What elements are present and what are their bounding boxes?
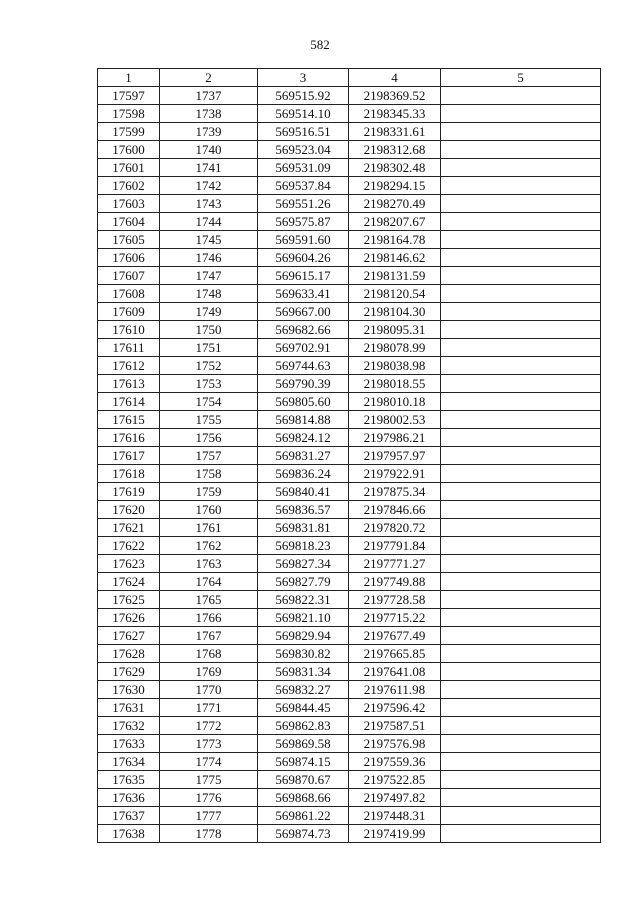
column-header: 3 bbox=[258, 69, 349, 87]
table-cell: 1767 bbox=[160, 627, 258, 645]
header-row bbox=[98, 69, 601, 87]
table-cell: 1772 bbox=[160, 717, 258, 735]
table-cell bbox=[441, 519, 601, 537]
table-cell bbox=[441, 267, 601, 285]
table-cell: 17606 bbox=[98, 249, 160, 267]
table-cell: 1746 bbox=[160, 249, 258, 267]
table-cell: 1773 bbox=[160, 735, 258, 753]
table-cell: 1748 bbox=[160, 285, 258, 303]
table-cell bbox=[441, 537, 601, 555]
table-cell: 2197419.99 bbox=[349, 825, 441, 843]
table-cell: 569836.24 bbox=[258, 465, 349, 483]
table-row bbox=[98, 537, 601, 555]
table-row bbox=[98, 213, 601, 231]
table-row bbox=[98, 771, 601, 789]
table-row bbox=[98, 249, 601, 267]
table-cell: 1743 bbox=[160, 195, 258, 213]
table-cell: 569830.82 bbox=[258, 645, 349, 663]
table-row bbox=[98, 285, 601, 303]
table-cell: 2198078.99 bbox=[349, 339, 441, 357]
table-cell: 569537.84 bbox=[258, 177, 349, 195]
table-cell: 17609 bbox=[98, 303, 160, 321]
table-row bbox=[98, 393, 601, 411]
table-row bbox=[98, 699, 601, 717]
table-cell: 569551.26 bbox=[258, 195, 349, 213]
table-cell: 17626 bbox=[98, 609, 160, 627]
table-cell: 1762 bbox=[160, 537, 258, 555]
table-row bbox=[98, 195, 601, 213]
table-cell: 569862.83 bbox=[258, 717, 349, 735]
table-row bbox=[98, 627, 601, 645]
table-cell: 17615 bbox=[98, 411, 160, 429]
table-cell: 2197641.08 bbox=[349, 663, 441, 681]
table-row bbox=[98, 735, 601, 753]
table-cell: 17634 bbox=[98, 753, 160, 771]
table-cell: 2197771.27 bbox=[349, 555, 441, 573]
table-cell: 569814.88 bbox=[258, 411, 349, 429]
table-cell: 1771 bbox=[160, 699, 258, 717]
table-cell: 2198369.52 bbox=[349, 87, 441, 105]
table-cell: 17612 bbox=[98, 357, 160, 375]
table-cell bbox=[441, 105, 601, 123]
table-cell bbox=[441, 483, 601, 501]
table-cell: 2197846.66 bbox=[349, 501, 441, 519]
table-cell: 2198331.61 bbox=[349, 123, 441, 141]
table-cell: 2197576.98 bbox=[349, 735, 441, 753]
table-cell bbox=[441, 789, 601, 807]
table-cell: 569805.60 bbox=[258, 393, 349, 411]
table-cell: 1755 bbox=[160, 411, 258, 429]
table-cell: 569667.00 bbox=[258, 303, 349, 321]
table-cell bbox=[441, 825, 601, 843]
table-row bbox=[98, 339, 601, 357]
table-cell: 1774 bbox=[160, 753, 258, 771]
table-cell: 2198270.49 bbox=[349, 195, 441, 213]
table-cell: 1764 bbox=[160, 573, 258, 591]
table-cell: 17610 bbox=[98, 321, 160, 339]
table-cell: 17624 bbox=[98, 573, 160, 591]
table-row bbox=[98, 429, 601, 447]
table-cell: 1739 bbox=[160, 123, 258, 141]
table-cell: 1765 bbox=[160, 591, 258, 609]
table-cell bbox=[441, 501, 601, 519]
table-row bbox=[98, 681, 601, 699]
table-cell: 569831.27 bbox=[258, 447, 349, 465]
table-cell: 2197611.98 bbox=[349, 681, 441, 699]
table-cell: 569829.94 bbox=[258, 627, 349, 645]
table-cell: 2197497.82 bbox=[349, 789, 441, 807]
table-cell: 569874.15 bbox=[258, 753, 349, 771]
table-cell: 1776 bbox=[160, 789, 258, 807]
table-cell: 17630 bbox=[98, 681, 160, 699]
table-cell: 2198002.53 bbox=[349, 411, 441, 429]
column-header: 2 bbox=[160, 69, 258, 87]
table-cell bbox=[441, 447, 601, 465]
table-cell: 569831.81 bbox=[258, 519, 349, 537]
table-row bbox=[98, 609, 601, 627]
table-row bbox=[98, 645, 601, 663]
table-cell: 1737 bbox=[160, 87, 258, 105]
table-cell: 569827.34 bbox=[258, 555, 349, 573]
table-cell: 2197957.97 bbox=[349, 447, 441, 465]
table-cell: 2197522.85 bbox=[349, 771, 441, 789]
table-cell: 17621 bbox=[98, 519, 160, 537]
table-cell bbox=[441, 375, 601, 393]
table-cell: 569633.41 bbox=[258, 285, 349, 303]
table-cell: 569868.66 bbox=[258, 789, 349, 807]
table-cell: 17611 bbox=[98, 339, 160, 357]
table-cell: 569790.39 bbox=[258, 375, 349, 393]
page-number: 582 bbox=[310, 37, 330, 52]
table-cell: 17600 bbox=[98, 141, 160, 159]
table-cell bbox=[441, 339, 601, 357]
table-row bbox=[98, 447, 601, 465]
table-cell bbox=[441, 699, 601, 717]
table-row bbox=[98, 825, 601, 843]
table-cell: 1758 bbox=[160, 465, 258, 483]
table-cell bbox=[441, 231, 601, 249]
table-cell: 1751 bbox=[160, 339, 258, 357]
table-cell: 17607 bbox=[98, 267, 160, 285]
table-cell bbox=[441, 753, 601, 771]
table-cell: 17633 bbox=[98, 735, 160, 753]
table-cell: 1766 bbox=[160, 609, 258, 627]
table-cell bbox=[441, 141, 601, 159]
table-row bbox=[98, 303, 601, 321]
table-cell: 2197665.85 bbox=[349, 645, 441, 663]
table-row bbox=[98, 105, 601, 123]
table-cell: 2197587.51 bbox=[349, 717, 441, 735]
table-cell: 1744 bbox=[160, 213, 258, 231]
table-cell: 2198104.30 bbox=[349, 303, 441, 321]
table-cell: 2198294.15 bbox=[349, 177, 441, 195]
table-cell: 569844.45 bbox=[258, 699, 349, 717]
table-cell: 17625 bbox=[98, 591, 160, 609]
table-cell: 2197596.42 bbox=[349, 699, 441, 717]
table-cell: 2197875.34 bbox=[349, 483, 441, 501]
table-cell: 569531.09 bbox=[258, 159, 349, 177]
table-cell: 17618 bbox=[98, 465, 160, 483]
table-cell: 2198018.55 bbox=[349, 375, 441, 393]
table-cell: 17638 bbox=[98, 825, 160, 843]
table-cell: 1768 bbox=[160, 645, 258, 663]
table-cell: 17631 bbox=[98, 699, 160, 717]
table-cell: 2198302.48 bbox=[349, 159, 441, 177]
table-cell: 569615.17 bbox=[258, 267, 349, 285]
table-cell: 2198010.18 bbox=[349, 393, 441, 411]
table-cell bbox=[441, 681, 601, 699]
table-row bbox=[98, 375, 601, 393]
table-cell: 17632 bbox=[98, 717, 160, 735]
table-row bbox=[98, 555, 601, 573]
table-cell: 569818.23 bbox=[258, 537, 349, 555]
table-row bbox=[98, 231, 601, 249]
table-cell: 2197820.72 bbox=[349, 519, 441, 537]
column-header: 5 bbox=[441, 69, 601, 87]
table-cell: 2197749.88 bbox=[349, 573, 441, 591]
table-cell: 1753 bbox=[160, 375, 258, 393]
table-cell: 2198131.59 bbox=[349, 267, 441, 285]
table-cell bbox=[441, 555, 601, 573]
table-cell: 1752 bbox=[160, 357, 258, 375]
table-cell bbox=[441, 177, 601, 195]
table-row bbox=[98, 807, 601, 825]
table-cell: 1757 bbox=[160, 447, 258, 465]
table-cell: 569870.67 bbox=[258, 771, 349, 789]
table-cell bbox=[441, 771, 601, 789]
table-cell bbox=[441, 465, 601, 483]
table-cell: 2198207.67 bbox=[349, 213, 441, 231]
table-cell: 2198164.78 bbox=[349, 231, 441, 249]
table-cell: 17637 bbox=[98, 807, 160, 825]
table-cell: 2198345.33 bbox=[349, 105, 441, 123]
table-cell: 569821.10 bbox=[258, 609, 349, 627]
table-cell: 2197677.49 bbox=[349, 627, 441, 645]
table-cell: 569827.79 bbox=[258, 573, 349, 591]
table-cell: 2197986.21 bbox=[349, 429, 441, 447]
table-cell: 2198146.62 bbox=[349, 249, 441, 267]
table-cell: 2198038.98 bbox=[349, 357, 441, 375]
table-cell: 2197922.91 bbox=[349, 465, 441, 483]
table-cell: 17616 bbox=[98, 429, 160, 447]
table-cell: 17599 bbox=[98, 123, 160, 141]
table-row bbox=[98, 573, 601, 591]
table-cell: 17602 bbox=[98, 177, 160, 195]
table-cell: 17636 bbox=[98, 789, 160, 807]
table-row bbox=[98, 465, 601, 483]
table-cell: 1750 bbox=[160, 321, 258, 339]
table-cell: 569869.58 bbox=[258, 735, 349, 753]
table-cell: 1756 bbox=[160, 429, 258, 447]
table-cell: 17623 bbox=[98, 555, 160, 573]
table-cell bbox=[441, 357, 601, 375]
table-cell bbox=[441, 807, 601, 825]
table-cell: 569515.92 bbox=[258, 87, 349, 105]
table-cell: 1770 bbox=[160, 681, 258, 699]
table-cell: 17617 bbox=[98, 447, 160, 465]
table-row bbox=[98, 663, 601, 681]
table-cell bbox=[441, 411, 601, 429]
table-cell: 2198312.68 bbox=[349, 141, 441, 159]
table-cell: 1775 bbox=[160, 771, 258, 789]
table-cell bbox=[441, 717, 601, 735]
table-cell: 569861.22 bbox=[258, 807, 349, 825]
table-cell: 17608 bbox=[98, 285, 160, 303]
table-cell bbox=[441, 321, 601, 339]
table-body bbox=[98, 87, 601, 843]
table-cell: 17629 bbox=[98, 663, 160, 681]
table-cell: 17613 bbox=[98, 375, 160, 393]
table-row bbox=[98, 177, 601, 195]
table-cell: 569702.91 bbox=[258, 339, 349, 357]
table-cell: 17605 bbox=[98, 231, 160, 249]
table-cell: 1769 bbox=[160, 663, 258, 681]
table-cell bbox=[441, 285, 601, 303]
table-cell: 2197715.22 bbox=[349, 609, 441, 627]
table-cell: 17597 bbox=[98, 87, 160, 105]
table-cell: 569514.10 bbox=[258, 105, 349, 123]
table-cell bbox=[441, 591, 601, 609]
table-cell: 17627 bbox=[98, 627, 160, 645]
table-cell bbox=[441, 393, 601, 411]
table-cell: 17620 bbox=[98, 501, 160, 519]
table-cell: 569840.41 bbox=[258, 483, 349, 501]
column-header: 4 bbox=[349, 69, 441, 87]
table-cell: 17604 bbox=[98, 213, 160, 231]
table-cell: 2197791.84 bbox=[349, 537, 441, 555]
table-cell: 1747 bbox=[160, 267, 258, 285]
table-cell: 569831.34 bbox=[258, 663, 349, 681]
table-cell: 1763 bbox=[160, 555, 258, 573]
table-cell: 1741 bbox=[160, 159, 258, 177]
table-cell: 17601 bbox=[98, 159, 160, 177]
table-row bbox=[98, 717, 601, 735]
table-cell: 1738 bbox=[160, 105, 258, 123]
table-cell: 1759 bbox=[160, 483, 258, 501]
table-cell: 1742 bbox=[160, 177, 258, 195]
table-row bbox=[98, 753, 601, 771]
table-cell bbox=[441, 645, 601, 663]
table-cell: 2197448.31 bbox=[349, 807, 441, 825]
table-cell: 569523.04 bbox=[258, 141, 349, 159]
table-cell: 17598 bbox=[98, 105, 160, 123]
table-cell bbox=[441, 195, 601, 213]
table-row bbox=[98, 267, 601, 285]
table-cell: 1749 bbox=[160, 303, 258, 321]
table-cell bbox=[441, 87, 601, 105]
table-cell bbox=[441, 573, 601, 591]
table-cell: 569824.12 bbox=[258, 429, 349, 447]
table-cell: 17614 bbox=[98, 393, 160, 411]
table-row bbox=[98, 123, 601, 141]
table-cell: 1754 bbox=[160, 393, 258, 411]
table-cell bbox=[441, 627, 601, 645]
table-cell: 569744.63 bbox=[258, 357, 349, 375]
table-row bbox=[98, 411, 601, 429]
table-row bbox=[98, 501, 601, 519]
table-cell bbox=[441, 303, 601, 321]
table-cell: 1740 bbox=[160, 141, 258, 159]
table-cell: 569516.51 bbox=[258, 123, 349, 141]
table-cell: 569836.57 bbox=[258, 501, 349, 519]
table-cell bbox=[441, 123, 601, 141]
table-cell: 2198095.31 bbox=[349, 321, 441, 339]
table-cell: 569575.87 bbox=[258, 213, 349, 231]
table-cell: 2197559.36 bbox=[349, 753, 441, 771]
table-cell: 1777 bbox=[160, 807, 258, 825]
table-cell: 1778 bbox=[160, 825, 258, 843]
table-row bbox=[98, 591, 601, 609]
table-row bbox=[98, 141, 601, 159]
table-row bbox=[98, 87, 601, 105]
table-cell: 569604.26 bbox=[258, 249, 349, 267]
table-row bbox=[98, 321, 601, 339]
table-cell: 1761 bbox=[160, 519, 258, 537]
table-cell bbox=[441, 663, 601, 681]
table-cell bbox=[441, 735, 601, 753]
table-cell: 569682.66 bbox=[258, 321, 349, 339]
table-row bbox=[98, 483, 601, 501]
table-cell: 2197728.58 bbox=[349, 591, 441, 609]
table-cell: 1760 bbox=[160, 501, 258, 519]
table-cell: 17635 bbox=[98, 771, 160, 789]
table-cell: 569874.73 bbox=[258, 825, 349, 843]
table-cell: 17603 bbox=[98, 195, 160, 213]
table-cell bbox=[441, 213, 601, 231]
table-cell: 17622 bbox=[98, 537, 160, 555]
column-header: 1 bbox=[98, 69, 160, 87]
table-row bbox=[98, 357, 601, 375]
table-cell: 17628 bbox=[98, 645, 160, 663]
table-cell bbox=[441, 429, 601, 447]
table-cell bbox=[441, 249, 601, 267]
table-row bbox=[98, 159, 601, 177]
table-row bbox=[98, 519, 601, 537]
table-cell bbox=[441, 609, 601, 627]
table-cell: 1745 bbox=[160, 231, 258, 249]
table-cell: 569832.27 bbox=[258, 681, 349, 699]
table-cell: 2198120.54 bbox=[349, 285, 441, 303]
table-cell: 569822.31 bbox=[258, 591, 349, 609]
table-cell bbox=[441, 159, 601, 177]
table-cell: 569591.60 bbox=[258, 231, 349, 249]
table-cell: 17619 bbox=[98, 483, 160, 501]
coordinates-table bbox=[97, 68, 601, 843]
table-row bbox=[98, 789, 601, 807]
